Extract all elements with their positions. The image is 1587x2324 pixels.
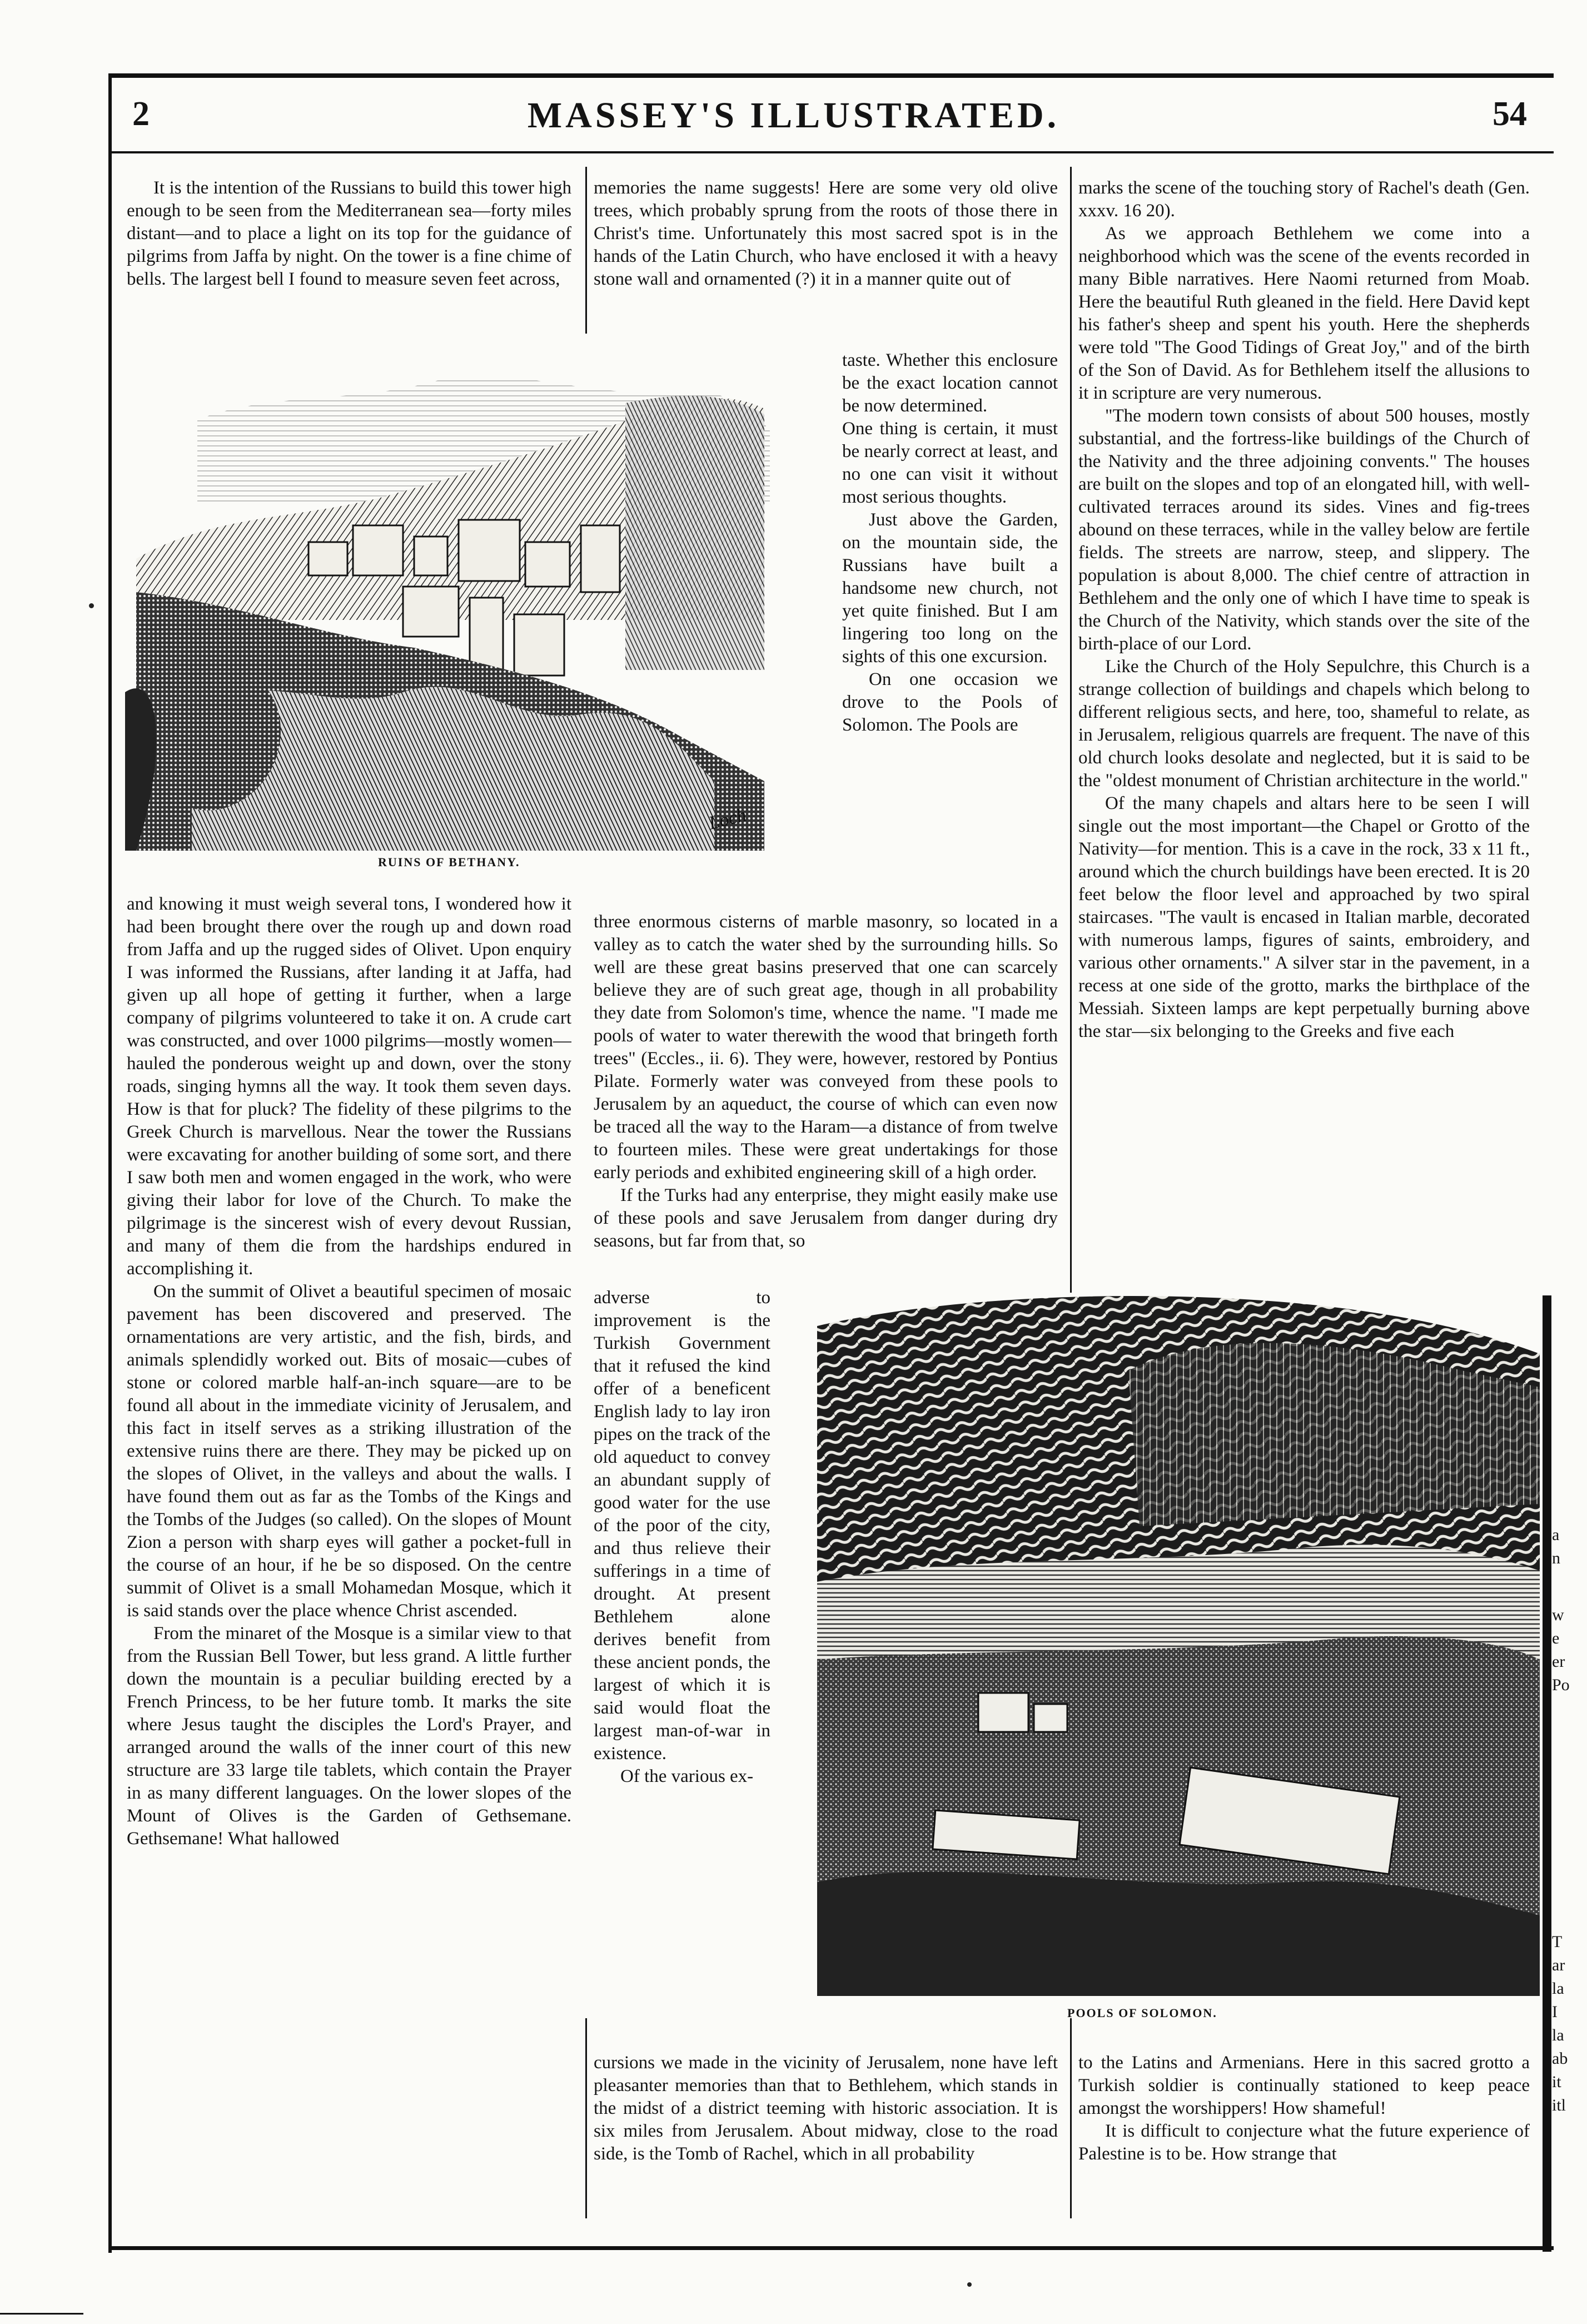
print-speck xyxy=(967,2282,972,2287)
paragraph: On one occasion we drove to the Pools of Solomon. The Pools are xyxy=(842,669,1058,735)
paragraph: It is the intention of the Russians to build this tower high enough to be seen from the Mediterranean sea—forty miles distant—and to place a light on its top for the guidance of pilgrims from Jaffa by night. On the tower is a fine chime of bells. The largest bell I found to measure seven feet across, xyxy=(127,178,571,289)
masthead-title: MASSEY'S ILLUSTRATED. xyxy=(527,95,1060,136)
margin-fragment: ar xyxy=(1552,1956,1565,1974)
paragraph: marks the scene of the touching story of Rachel's death (Gen. xxxv. 16 20). xyxy=(1078,178,1530,221)
column-3-top xyxy=(1078,177,1530,1272)
bottom-left-mark xyxy=(0,2313,83,2315)
paragraph: As we approach Bethlehem we come into a neighborhood which was the scene of the events recorded in many Bible narratives. Here Naomi returned from Moab. Here the beautiful Ruth gleaned in the field. Here David kept his father's sheep and spent his youth. Here the shepherds were told "The Good Tidings of Great Joy," and of the birth of the Son of David. As for Bethlehem itself the allusions to it in scripture are very numerous. xyxy=(1078,224,1530,403)
pools-of-solomon-engraving xyxy=(795,1293,1540,1996)
paragraph: cursions we made in the vicinity of Jerusalem, none have left pleasanter memories than that to Bethlehem, which stands in the midst of a district teeming with historic association. It is six miles from Jerusalem. About midway, close to the road side, is the Tomb of Rachel, which in all probability xyxy=(594,2053,1058,2164)
solomon-caption: POOLS OF SOLOMON. xyxy=(1067,2006,1217,2020)
paragraph: "The modern town consists of about 500 houses, mostly substantial, and the fortress-like buildings of the Church of the Nativity and the three adjoining convents." The houses are built on the slopes and top of an elongated hill, with well-cultivated terraces around its sides. Vines and fig-trees abound on these terraces, while in the valley below are fertile fields. The streets are narrow, steep, and slippery. The population is about 8,000. The chief centre of attraction in Bethlehem and the only one of which I have time to speak is the Church of the Nativity, which stands over the site of the birth-place of our Lord. xyxy=(1078,406,1530,654)
column-2-bottom xyxy=(594,2052,1058,2218)
margin-fragment: la xyxy=(1552,1979,1564,1998)
margin-fragment: n xyxy=(1552,1549,1560,1567)
column-2-top xyxy=(594,177,1058,349)
artist-signature: Loch xyxy=(707,805,749,834)
paragraph: to the Latins and Armenians. Here in this sacred grotto a Turkish soldier is continually stationed to keep peace amongst the worshippers! How shameful! xyxy=(1078,2053,1530,2118)
paragraph: From the minaret of the Mosque is a similar view to that from the Russian Bell Tower, but less grand. A little further down the mountain is a peculiar building erected by a French Princess, to be her future tomb. It marks the site where Jesus taught the disciples the Lord's Prayer, and arranged around the walls of the inner court of this new structure are 33 large tile tablets, which contain the Prayer in as many different languages. On the lower slopes of the Mount of Olives is the Garden of Gethsemane. Gethsemane! What hallowed xyxy=(127,1623,571,1849)
margin-fragment: Po xyxy=(1552,1676,1570,1694)
margin-fragment: w xyxy=(1552,1606,1564,1624)
column-3-bottom xyxy=(1078,2052,1530,2218)
paragraph: Just above the Garden, on the mountain side, the Russians have built a handsome new church, not yet quite finished. But I am lingering too long on the sights of this one excursion. xyxy=(842,510,1058,667)
ruins-of-bethany-engraving xyxy=(125,359,828,851)
paragraph: adverse to improvement is the Turkish Government that it refused the kind offer of a beneficent English lady to lay iron pipes on the track of the old aqueduct to convey an abundant supply of good water for the use of the poor of the city, and thus relieve their sufferings in a time of drought. At present Bethlehem alone derives benefit from these ancient ponds, the largest of which it is said would float the largest man-of-war in existence. xyxy=(594,1288,770,1764)
page-number-right: 54 xyxy=(1493,95,1527,133)
paragraph: Like the Church of the Holy Sepulchre, this Church is a strange collection of buildings and chapels which belong to different religious sects, and here, too, shameful to relate, as in Jerusalem, religious quarrels are frequent. The nave of this old church looks desolate and neglected, but it is said to be the "oldest monument of Christian architecture in the world." xyxy=(1078,657,1530,791)
column-1-bottom xyxy=(127,893,571,2227)
paragraph: memories the name suggests! Here are some very old olive trees, which probably sprung from the roots of those there in Christ's time. Unfortunately this most sacred spot is in the hands of the Latin Church, who have enclosed it with a heavy stone wall and ornamented (?) it in a manner quite out of xyxy=(594,178,1058,289)
column-1-top xyxy=(127,177,571,344)
paragraph: If the Turks had any enterprise, they might easily make use of these pools and save Jerusalem from danger during dry seasons, but far from that, so xyxy=(594,1185,1058,1251)
margin-fragments xyxy=(1552,1434,1585,2241)
margin-fragment: er xyxy=(1552,1652,1565,1671)
paragraph: It is difficult to conjecture what the future experience of Palestine is to be. How strange that xyxy=(1078,2121,1530,2164)
header-rule xyxy=(108,151,1554,153)
margin-fragment: la xyxy=(1552,2026,1564,2044)
margin-fragment: a xyxy=(1552,1526,1560,1544)
column-rule-2 xyxy=(1070,167,1072,1446)
margin-fragment: itl xyxy=(1552,2096,1566,2114)
margin-fragment: I xyxy=(1552,2003,1558,2021)
column-rule-1b xyxy=(585,2018,587,2218)
top-border-rule xyxy=(108,73,1554,78)
page-number-left: 2 xyxy=(132,95,150,133)
solomon-illustration xyxy=(795,1293,1540,1996)
margin-fragment: ab xyxy=(1552,2049,1568,2068)
paragraph: three enormous cisterns of marble masonry, so located in a valley as to catch the water shed by the surrounding hills. So well are these great basins preserved that one can scarcely believe they are of such great age, though in all probability they date from Solomon's time, whence the name. "I made me pools of water to water therewith the wood that bringeth forth trees" (Eccles., ii. 6). They were, however, restored by Pontius Pilate. Formerly water was conveyed from these pools to Jerusalem by an aqueduct, the course of which can even now be traced all the way to the Haram—a distance of from twelve to fourteen miles. These were great undertakings for those early periods and exhibited engineering skill of a high order. xyxy=(594,912,1058,1183)
paragraph: Of the various ex- xyxy=(620,1766,754,1786)
margin-fragment: T xyxy=(1552,1933,1563,1951)
bethany-illustration xyxy=(125,359,828,851)
paragraph: One thing is certain, it must be nearly correct at least, and no one can visit it without most serious thoughts. xyxy=(842,419,1058,507)
column-rule-2b xyxy=(1070,2018,1072,2218)
right-edge-shadow xyxy=(1543,1295,1551,2252)
column-rule-1 xyxy=(585,167,587,334)
column-2-middle xyxy=(594,911,1058,1272)
margin-fragment: it xyxy=(1552,2073,1561,2091)
paragraph: and knowing it must weigh several tons, I wondered how it had been brought there over the rough up and down road from Jaffa and up the rugged sides of Olivet. Upon enquiry I was informed the Russians, after landing it at Jaffa, had given up all hope of getting it further, when a large company of pilgrims volunteered to take it on. A crude cart was constructed, and over 1000 pilgrims—mostly women—hauled the ponderous weight up and down, over the stony roads, singing hymns all the way. It took them seven days. How is that for pluck? The fidelity of these pilgrims to the Greek Church is marvellous. Near the tower the Russians were excavating for another building of some sort, and there I saw both men and women engaged in the work, who were giving their labor for love of the Church. To make the pilgrimage is the sincerest wish of every devout Russian, and many of them die from the hardships endured in accomplishing it. xyxy=(127,894,571,1279)
paragraph: taste. Whether this enclosure be the exact location cannot be now determined. xyxy=(842,350,1058,416)
bottom-border-rule xyxy=(108,2246,1554,2250)
margin-fragment: e xyxy=(1552,1629,1560,1647)
column-2-narrow-top xyxy=(842,349,1058,900)
paragraph: On the summit of Olivet a beautiful specimen of mosaic pavement has been discovered and preserved. The ornamentations are very artistic, and the fish, birds, and animals splendidly worked out. Bits of mosaic—cubes of stone or colored marble half-an-inch square—are to be found all about in the immediate vicinity of Jerusalem, and this fact in itself serves as a striking illustration of the extensive ruins there are there. They may be picked up on the slopes of Olivet, in the valleys and about the walls. I have found them out as far as the Tombs of the Kings and the Tombs of the Judges (so called). On the slopes of Mount Zion a person with sharp eyes will gather a pocket-full in the course of an hour, if he be so disposed. On the centre summit of Olivet is a small Mohamedan Mosque, which it is said stands over the place whence Christ ascended. xyxy=(127,1282,571,1621)
bethany-caption: RUINS OF BETHANY. xyxy=(378,855,520,869)
print-speck xyxy=(89,603,94,608)
left-border-rule xyxy=(108,73,112,2253)
paragraph: Of the many chapels and altars here to be seen I will single out the most important—the Chapel or Grotto of the Nativity—for mention. This is a cave in the rock, 33 x 11 ft., around which the church buildings have been erected. It is 20 feet below the floor level and approached by two spiral staircases. "The vault is encased in Italian marble, decorated with numerous lamps, figures of saints, embroidery, and various other ornaments." A silver star in the pavement, in a recess at one side of the grotto, marks the birthplace of the Messiah. Sixteen lamps are kept perpetually burning above the star—six belonging to the Greeks and five each xyxy=(1078,793,1530,1041)
column-2-narrow-bottom xyxy=(594,1287,770,2048)
